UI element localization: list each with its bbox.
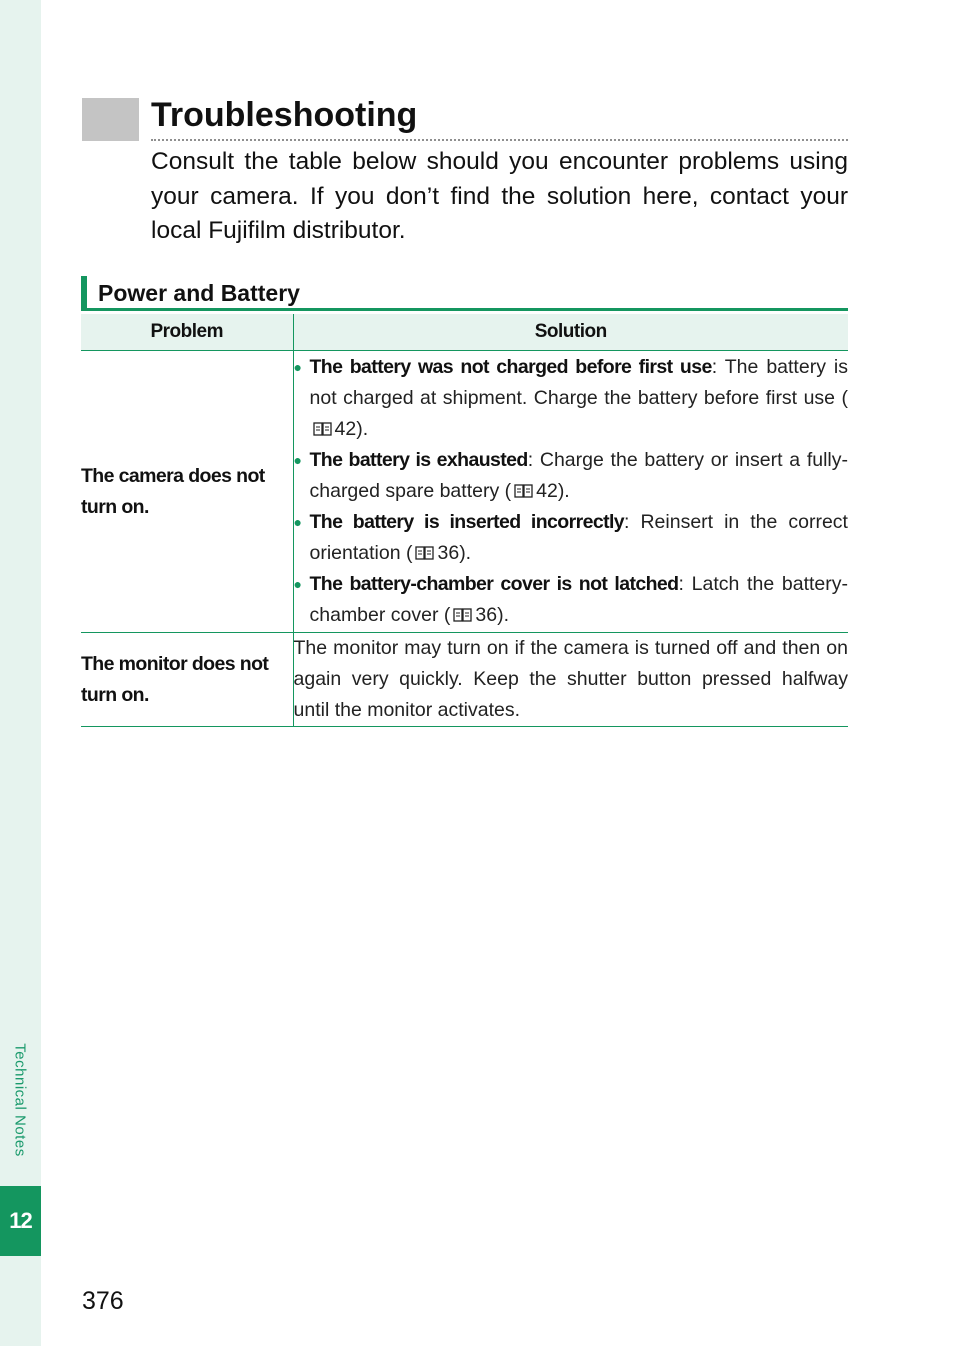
problem-cell: The camera does not turn on. [81, 351, 293, 633]
solution-item [294, 352, 849, 445]
book-reference-icon [453, 608, 472, 622]
page-reference[interactable]: 42 [334, 418, 357, 440]
solution-label: The battery was not charged before first use [309, 356, 712, 378]
side-strip [0, 0, 41, 1346]
chapter-tab[interactable]: 12 [0, 1186, 41, 1256]
table-row [81, 633, 848, 727]
solution-list [294, 352, 849, 631]
table-row [81, 351, 848, 633]
solution-text-end: ). [356, 418, 369, 440]
page-reference[interactable]: 36 [437, 542, 460, 564]
solution-label: The battery-chamber cover is not latched [309, 573, 679, 595]
solution-label: The battery is exhausted [309, 449, 528, 471]
title-divider [151, 139, 848, 141]
intro-paragraph: Consult the table below should you encounter problems using your camera. If you don’t find the solution here, contact your local Fujifilm distributor. [151, 148, 848, 244]
green-bullet-icon: ● [293, 514, 302, 530]
book-reference-icon [514, 484, 533, 498]
table-header-row [81, 314, 848, 351]
book-reference-icon [313, 422, 332, 436]
page-title: Troubleshooting [151, 96, 418, 134]
solution-text-end: ). [459, 542, 472, 564]
header-problem: Problem [81, 314, 293, 351]
page-reference[interactable]: 42 [536, 480, 558, 502]
section-label: Technical Notes [11, 1043, 29, 1157]
troubleshooting-table [81, 314, 848, 727]
title-marker [82, 98, 139, 141]
book-reference-icon [415, 546, 434, 560]
solution-item [294, 445, 849, 507]
solution-text: : Latch the battery-chamber cover ( [309, 573, 848, 626]
solution-text: : Reinsert in the correct orientation ( [309, 511, 848, 564]
header-solution: Solution [293, 314, 848, 351]
solution-text: : The battery is not charged at shipment. Charge the battery before first use ( [309, 356, 848, 409]
page-number: 376 [82, 1287, 124, 1315]
solution-label: The battery is inserted incorrectly [309, 511, 625, 533]
solution-text-end: ). [497, 604, 510, 626]
page-reference[interactable]: 36 [475, 604, 498, 626]
solution-item [294, 569, 849, 631]
green-bullet-icon: ● [293, 576, 302, 592]
solution-text: : Charge the battery or insert a fully-charged spare battery ( [309, 449, 848, 502]
solution-cell [293, 351, 848, 633]
solution-cell: The monitor may turn on if the camera is turned off and then on again very quickly. Keep the shutter button pressed halfway until the monitor activates. [293, 633, 848, 727]
section-heading: Power and Battery [81, 276, 848, 311]
green-bullet-icon: ● [293, 452, 302, 468]
problem-cell: The monitor does not turn on. [81, 633, 293, 727]
green-bullet-icon: ● [293, 359, 302, 375]
solution-item [294, 507, 849, 569]
solution-text-end: ). [557, 480, 570, 502]
